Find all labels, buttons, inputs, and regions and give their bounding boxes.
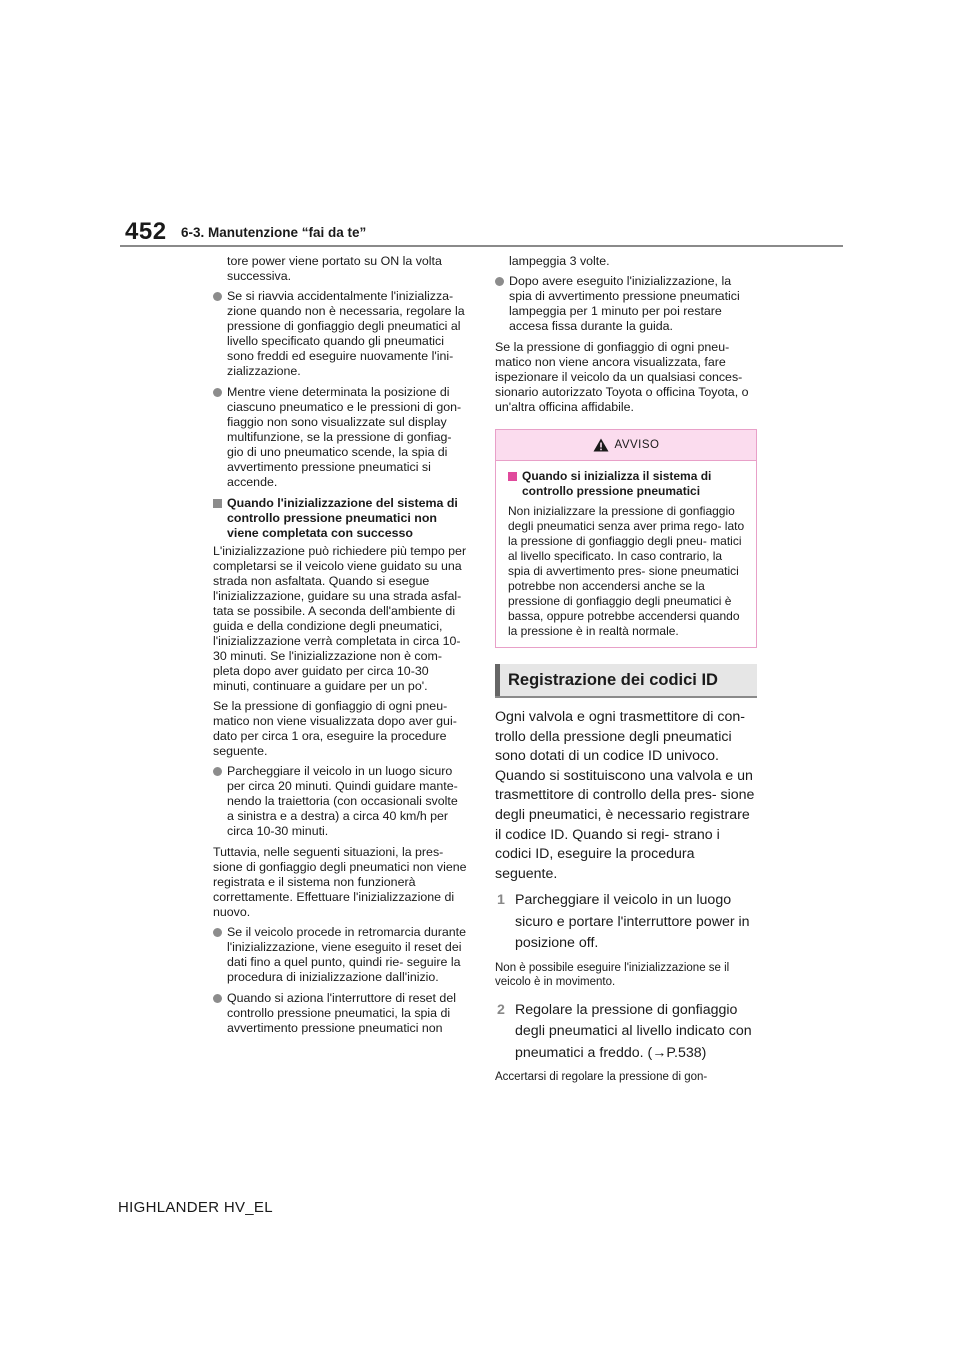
- header-divider: [120, 245, 843, 247]
- left-column: [213, 254, 468, 1042]
- subheading: Quando l'inizializzazione del sistema di controllo pressione pneumatici non viene completata con successo: [213, 496, 468, 541]
- circle-bullet-icon: [495, 277, 504, 286]
- circle-bullet-icon: [213, 292, 222, 301]
- step-note: Non è possibile eseguire l'inizializzazione se il veicolo è in movimento.: [495, 961, 730, 989]
- bullet-item: Mentre viene determinata la posizione di ciascuno pneumatico e le pressioni di gon- fiaggio non sono visualizzate sul display multifunzione, se la pressione di gonfiag- gio di uno pneumatico scende, la spia di avvertimento pressione pneumatici si accende.: [213, 385, 468, 490]
- paragraph: L'inizializzazione può richiedere più tempo per completarsi se il veicolo viene guidato su una strada non asfaltata. Quando si esegue l'inizializzazione, guidare su una strada asfal- tata se possibile. A seconda dell'ambiente di guida e della condizione degli pneumatici, l'inizializzazione verrà completata in circa 10-30 minuti. Se l'inizializzazione non è com- pleta dopo aver guidato per circa 10-30 minuti, continuare a guidare per un po'.: [213, 544, 467, 693]
- bullet-item: Se il veicolo procede in retromarcia durante l'inizializzazione, viene eseguito il reset dei dati fino a quel punto, quindi rie- seguire la procedura di inizializzazione dall'inizio.: [213, 925, 468, 985]
- step-note: Accertarsi di regolare la pressione di gon-: [495, 1071, 708, 1084]
- paragraph: Se la pressione di gonfiaggio di ogni pneu- matico non viene visualizzata dopo aver gui- dato per circa 1 ora, eseguire la procedure seguente.: [213, 699, 457, 758]
- section-heading: [495, 664, 757, 698]
- step-number: 2: [497, 1001, 505, 1018]
- square-bullet-icon: [508, 472, 517, 481]
- bullet-item: Parcheggiare il veicolo in un luogo sicuro per circa 20 minuti. Quindi guidare mante- nendo la traiettoria (con occasionali svolte a sinistra e a destra) a circa 40 km/h per circa 10-30 minuti.: [213, 764, 468, 839]
- heading-text: Registrazione dei codici ID: [508, 670, 718, 689]
- right-column: [495, 254, 757, 1095]
- bullet-item: Dopo avere eseguito l'inizializzazione, la spia di avvertimento pressione pneumatici lampeggia per 1 minuto per poi restare accesa fissa durante la guida.: [495, 274, 757, 334]
- paragraph: Tuttavia, nelle seguenti situazioni, la pres- sione di gonfiaggio degli pneumatici non viene registrata e il sistema non funzionerà correttamente. Effettuare l'inizializzazione di nuovo.: [213, 845, 467, 919]
- section-title: 6-3. Manutenzione “fai da te”: [181, 225, 367, 240]
- bullet-item: Se si riavvia accidentalmente l'inizializza- zione quando non è necessaria, regolare la pressione di gonfiaggio degli pneumatici al livello specificato quando gli pneumatici sono freddi ed eseguire nuovamente l'ini- zializzazione.: [213, 289, 468, 379]
- step-text: Regolare la pressione di gonfiaggio degli pneumatici al livello indicato con pneumatici a freddo. (→P.538): [515, 1001, 752, 1061]
- intro-paragraph: Ogni valvola e ogni trasmettitore di con- trollo della pressione degli pneumatici sono dotati di un codice ID univoco. Quando si sostituiscono una valvola e un trasmettitore di controllo della pres- sione degli pneumatici, è necessario registrare il codice ID. Quando si regi- strano i codici ID, eseguire la procedura seguente.: [495, 709, 755, 882]
- heading-accent-bar: [495, 664, 500, 696]
- bullet-item: Quando si aziona l'interruttore di reset del controllo pressione pneumatici, la spia di avvertimento pressione pneumatici non: [213, 991, 468, 1036]
- circle-bullet-icon: [213, 388, 222, 397]
- warning-body: [496, 461, 756, 647]
- footer-model: HIGHLANDER HV_EL: [118, 1199, 273, 1216]
- warning-subheading: Quando si inizializza il sistema di controllo pressione pneumatici: [508, 469, 746, 499]
- square-bullet-icon: [213, 499, 222, 508]
- step-item: [495, 1000, 757, 1065]
- step-text: Parcheggiare il veicolo in un luogo sicuro e portare l'interruttore power in posizione off.: [515, 892, 750, 952]
- step-item: [495, 890, 757, 955]
- paragraph: Se la pressione di gonfiaggio di ogni pneu- matico non viene ancora visualizzata, fare ispezionare il veicolo da un qualsiasi conces- sionario autorizzato Toyota o officina Toyota, o un'altra officina affidabile.: [495, 340, 749, 414]
- circle-bullet-icon: [213, 767, 222, 776]
- warning-header: [496, 430, 756, 461]
- step-number: 1: [497, 892, 505, 909]
- warning-triangle-icon: [593, 438, 609, 452]
- warning-text: Non inizializzare la pressione di gonfiaggio degli pneumatici senza aver prima rego- lato la pressione di gonfiaggio degli pneu- matici al livello specificato. In caso contrario, la spia di avvertimento pres- sione pneumatici potrebbe non accendersi anche se la pressione di gonfiaggio degli pneumatici è bassa, oppure potrebbe accendersi quando la pressione è in realtà normale.: [508, 504, 745, 638]
- warning-box: [495, 429, 757, 648]
- circle-bullet-icon: [213, 928, 222, 937]
- circle-bullet-icon: [213, 994, 222, 1003]
- warning-label: AVVISO: [614, 438, 660, 451]
- paragraph: tore power viene portato su ON la volta successiva.: [227, 254, 442, 283]
- paragraph: lampeggia 3 volte.: [509, 254, 610, 268]
- page-number: 452: [125, 218, 167, 245]
